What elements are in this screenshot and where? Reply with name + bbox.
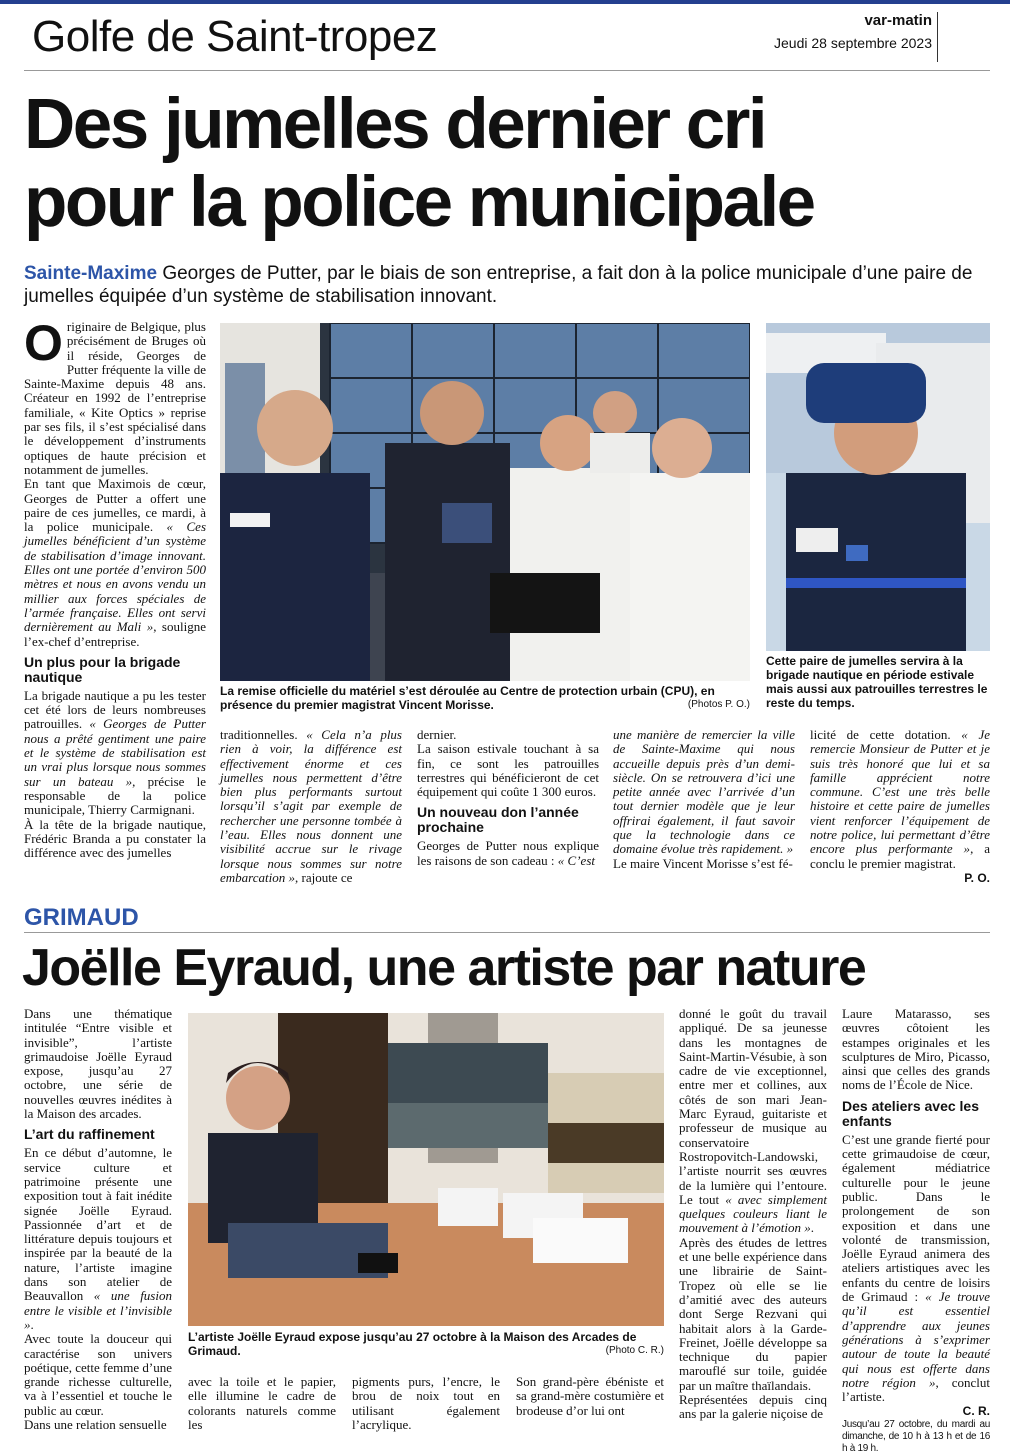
article2-rule: [24, 932, 990, 933]
article2-signature: C. R.: [962, 1404, 990, 1419]
masthead-divider: [937, 12, 938, 62]
article1-headline: Des jumelles dernier cri pour la police municipale: [24, 85, 814, 242]
article1-column-5: licité de cette dotation. « Je remercie Monsieur de Putter et je suis très honoré que lui et sa famille apprécient notre commune. C’est une très belle histoire et cette paire de jumelles vient renforcer l’équipement de notre police, lui permettant d’être encore plus performante », a conclu le premier magistrat. P. O.: [810, 727, 990, 885]
article1-subhead-2: Un nouveau don l’année prochaine: [417, 804, 579, 836]
handover-photo-credit: (Photos P. O.): [687, 699, 750, 710]
article2-column-2: avec la toile et le papier, elle illumine le cadre de colorants naturels comme les: [188, 1374, 336, 1432]
lead-city: Sainte-Maxime: [24, 263, 158, 284]
artist-photo-credit: (Photo C. R.): [605, 1345, 664, 1356]
officer-binoculars-photo: [766, 323, 990, 651]
binoculars-photo-caption: Cette paire de jumelles servira à la brigade nautique en période estivale mais aussi aux patrouilles terrestres le reste du temps.: [766, 654, 988, 710]
top-color-bar: [0, 0, 1010, 4]
handover-photo-caption: La remise officielle du matériel s’est déroulée au Centre de protection urbain (CPU), en présence du premier magistrat Vincent Morisse. (Photos P. O.): [220, 684, 750, 712]
article1-column-2: traditionnelles. « Cela n’a plus rien à voir, la différence est effectivement énorme et ces jumelles nous permettent d’être bien plus performants surtout lorsqu’il s’agit par exemple de rechercher une personne tombée à l’eau. Elles nous donnent une visibilité accrue sur le rivage lorsque nous sommes sur notre embarcation », rajoute ce: [220, 727, 402, 885]
handover-group-photo: [220, 323, 750, 681]
newspaper-name: var-matin: [864, 12, 932, 29]
article2-headline: Joëlle Eyraud, une artiste par nature: [22, 939, 866, 997]
article1-lead: [24, 262, 984, 308]
article1-subhead-1: Un plus pour la brigade nautique: [24, 653, 181, 685]
masthead: [774, 12, 932, 53]
lead-text: Georges de Putter, par le biais de son entreprise, a fait don à la police municipale d’une paire de jumelles équipée d’un système de stabilisation innovant.: [24, 263, 973, 307]
article2-subhead-2: Des ateliers avec les enfants: [842, 1097, 979, 1129]
dropcap: O: [24, 315, 63, 371]
article1-column-1: Originaire de Belgique, plus précisément de Bruges où il réside, Georges de Putter fréquente la ville de Sainte-Maxime depuis 48 ans. Créateur en 1992 de l’entreprise familiale, « Kite Optics » reprise par ses fils, il s’est spécialisé dans le développement d’instruments optiques de haute précision et notamment de jumelles. En tant que Maximois de cœur, Georges de Putter a offert une paire de ces jumelles, ce mardi, à la police municipale. « Ces jumelles bénéficient d’un système de stabilisation d’image innovant. Elles ont une portée d’environ 500 mètres et nous en avons vendu un millier aux forces spéciales de l’armée française. Elles ont servi dernièrement au Mali », souligne l’ex-chef d’entreprise. Un plus pour la brigade nautique La brigade nautique a pu les tester cet été lors de leurs nombreuses patrouilles. « Georges de Putter nous a prêté gentiment une paire et le système de stabilisation est un vrai plus lorsque nous sommes sur un bateau », précise le responsable de la police municipale, Thierry Carmignani. À la tête de la brigade nautique, Frédéric Branda a pu constater la différence avec des jumelles: [24, 315, 207, 861]
article2-column-6: Laure Matarasso, ses œuvres côtoient les estampes originales et les sculptures de Miro, Picasso, ainsi que celles des grands noms de l’École de Nice. Des ateliers avec les enfants C’est une grande fierté pour cette grimaudoise de cœur, également médiatrice culturelle pour le jeune public. Dans le prolongement de son exposition et dans une volonté de transmission, Joëlle Eyraud animera des ateliers artistiques avec les enfants du centre de loisirs de Grimaud : « Je trouve qu’il est essentiel d’apprendre aux jeunes générations à s’exprimer autour de toute la beauté qui nous est offerte dans notre région », conclut l’artiste. C. R. Jusqu’au 27 octobre, du mardi au dimanche, de 10 h à 13 h et de 16 h à 19 h.: [842, 1006, 990, 1454]
article1-column-4: une manière de remercier la ville de Sainte-Maxime qui nous accueille depuis près d’un demi-siècle. On se retrouvera d’ici une petite année avec l’arrivée d’un tout dernier modèle que je leur offrirai également, il faut savoir que la technologie dans ce domaine évolue très rapidement. » Le maire Vincent Morisse s’est fé-: [613, 727, 795, 871]
header-rule: [24, 70, 990, 71]
article2-kicker: GRIMAUD: [24, 904, 139, 931]
article2-column-4: Son grand-père ébéniste et sa grand-mère costumière et brodeuse d’or lui ont: [516, 1374, 664, 1418]
artist-photo-caption: L’artiste Joëlle Eyraud expose jusqu’au 27 octobre à la Maison des Arcades de Grimaud. (Photo C. R.): [188, 1330, 664, 1358]
exhibition-dates-note: Jusqu’au 27 octobre, du mardi au dimanche, de 10 h à 13 h et de 16 h à 19 h.: [842, 1418, 990, 1454]
article2-column-1: Dans une thématique intitulée “Entre visible et invisible”, l’artiste grimaudoise Joëlle Eyraud expose, jusqu’au 27 octobre, une série de nouvelles œuvres inédites à la Maison des arcades. L’art du raffinement En ce début d’automne, le service culture et patrimoine présente une exposition tout à fait inédite signée Joëlle Eyraud. Passionnée d’art et de littérature depuis toujours et inspirée par la beauté de la nature, l’artiste imagine dans son atelier de Beauvallon « une fusion entre le visible et l’invisible ». Avec toute la douceur qui caractérise son univers poétique, cette femme d’une grande richesse culturelle, va à l’essentiel et touche le public au cœur. Dans une relation sensuelle: [24, 1006, 172, 1433]
article1-signature: P. O.: [964, 870, 990, 885]
section-title: Golfe de Saint-tropez: [32, 12, 438, 61]
article2-subhead-1: L’art du raffinement: [24, 1126, 155, 1143]
artist-photo: [188, 1013, 664, 1326]
publication-date: Jeudi 28 septembre 2023: [774, 35, 932, 51]
article2-column-3: pigments purs, l’encre, le brou de noix tout en utilisant également l’acrylique.: [352, 1374, 500, 1432]
article2-column-5: donné le goût du travail appliqué. De sa jeunesse dans les montagnes de Saint-Martin-Vésubie, à son cadre de vie exceptionnel, entre mer et collines, aux côtés de son mari Jean-Marc Eyraud, guitariste et professeur de musique au conservatoire Rostropovitch-Landowski, l’artiste nourrit ses œuvres de la lumière qui l’entoure. Le tout « avec simplement quelques couleurs liant le mouvement à l’émotion ». Après des études de lettres et une belle expérience dans une librairie de Saint-Tropez où elle se lie d’amitié avec des auteurs dont Serge Rezvani qui habitait alors à la Garde-Freinet, Joëlle développe sa technique du papier marouflé sur toile, guidée par un maître thaïlandais. Représentées depuis cinq ans par la galerie niçoise de: [679, 1006, 827, 1422]
article1-column-3: dernier. La saison estivale touchant à sa fin, ce sont les patrouilles terrestres qui bénéficieront de cet équipement qui coûte 1 300 euros. Un nouveau don l’année prochaine Georges de Putter nous explique les raisons de son cadeau : « C’est: [417, 727, 599, 868]
